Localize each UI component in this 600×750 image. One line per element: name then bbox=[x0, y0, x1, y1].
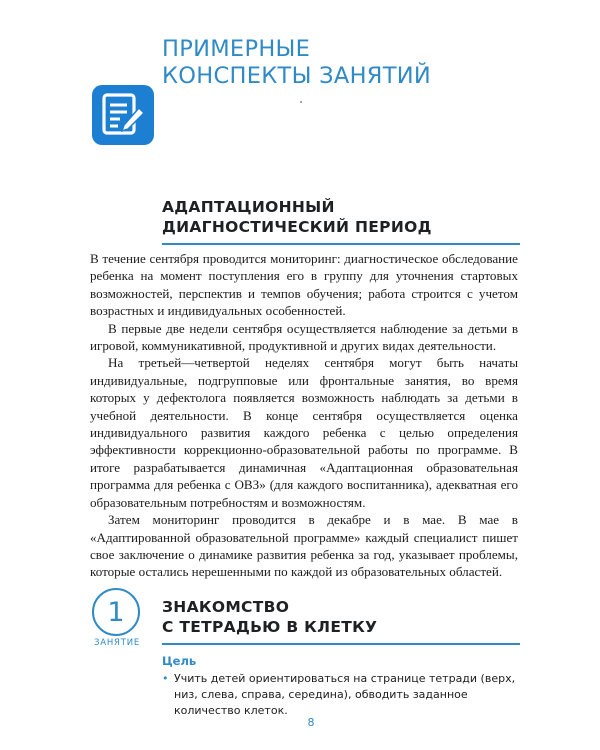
goal-heading: Цель bbox=[162, 654, 197, 668]
lesson-title-line-2: С ТЕТРАДЬЮ В КЛЕТКУ bbox=[162, 617, 378, 636]
lesson-header bbox=[162, 598, 520, 645]
section-title-line-1: АДАПТАЦИОННЫЙ bbox=[162, 198, 335, 216]
section-title bbox=[162, 197, 520, 237]
section-header bbox=[162, 197, 520, 245]
lesson-number-circle bbox=[92, 588, 140, 636]
lesson-number: 1 bbox=[107, 596, 125, 628]
chapter-title-line-2: КОНСПЕКТЫ ЗАНЯТИЙ bbox=[162, 63, 432, 89]
section-divider bbox=[162, 243, 520, 245]
section-title-line-2: ДИАГНОСТИЧЕСКИЙ ПЕРИОД bbox=[162, 218, 432, 236]
chapter-icon-badge bbox=[92, 85, 154, 145]
chapter-title bbox=[162, 36, 431, 90]
paragraph-3: На третьей—четвертой неделях сентября могут быть начаты индивидуальные, подгрупповые или фронтальные занятия, во время которых у дефектолога появляется возможность наблюдать за детьми в учебной деятельности. В конце сентября осуществляется оценка индивидуального развития каждого ребенка с целью определения эффективности коррекционно-образовательной работы по программе. В итоге разрабатывается динамичная «Адаптационная образовательная программа для ребенка с ОВЗ» (для каждого воспитанника), адекватная его образовательным потребностям и возможностям. bbox=[90, 355, 518, 510]
goal-list-item bbox=[162, 671, 522, 719]
lesson-title-line-1: ЗНАКОМСТВО bbox=[162, 598, 290, 616]
decorative-dot bbox=[300, 101, 302, 103]
paragraph-2: В первые две недели сентября осуществляется наблюдение за детьми в игровой, коммуникативной, продуктивной и других видах деятельности. bbox=[90, 320, 518, 354]
lesson-label: ЗАНЯТИЕ bbox=[93, 638, 141, 648]
lesson-title bbox=[162, 598, 520, 637]
paragraph-1: В течение сентября проводится мониторинг: диагностическое обследование ребенка на момент поступления его в группу для уточнения стартовых возможностей, перспектив и темпов обучения; работа строится с учетом возрастных и индивидуальных особенностей. bbox=[90, 251, 518, 319]
chapter-title-line-1: ПРИМЕРНЫЕ bbox=[162, 36, 311, 62]
goal-item-text: Учить детей ориентироваться на странице тетради (верх, низ, слева, справа, середина), обводить заданное количество клеток. bbox=[174, 672, 516, 717]
body-text bbox=[90, 250, 518, 581]
page-number: 8 bbox=[307, 716, 315, 729]
document-pencil-icon bbox=[100, 91, 146, 139]
paragraph-4: Затем мониторинг проводится в декабре и в мае. В мае в «Адаптированной образовательной программе» каждый специалист пишет свое заключение о динамике развития ребенка за год, указывает проблемы, которые остались нерешенными по каждой из образовательных областей. bbox=[90, 512, 518, 580]
goal-bullet: • bbox=[162, 672, 169, 685]
lesson-divider bbox=[162, 643, 520, 645]
